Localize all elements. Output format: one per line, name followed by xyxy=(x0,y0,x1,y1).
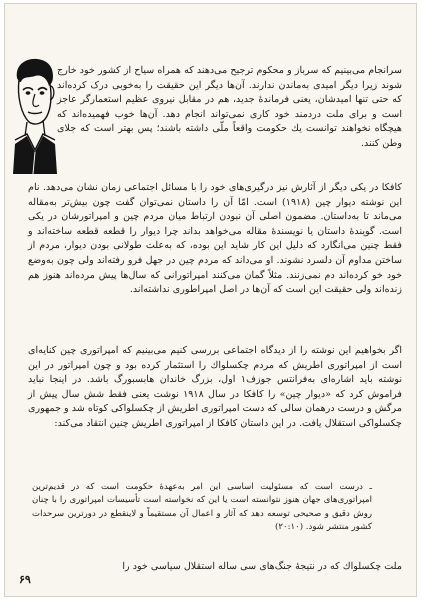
paragraph-1: سرانجام می‌بینیم که سرباز و محکوم ترجیح می‌دهند که همراه سیاح از کشور خود خارج شوند زیرا دیگر امیدی به‌ماندن ندارند. آن‌ها دیگر این حقیقت را به‌خوبی درک کرده‌اند که حتی تنها امیدشان، یعنی فرماندهٔ جدید، هم در مقابل نیروی عظیم استعمارگر عاجز است و برای ملت دردمند خود کاری نمی‌تواند انجام دهد. آن‌ها خوب فهمیده‌اند که هیچگاه نخواهند توانست یك حکومت واقعاً ملّی داشته باشند؛ پس بهتر است که جلای وطن کنند. xyxy=(57,65,402,149)
page-number: ۶۹ xyxy=(19,573,31,586)
book-page xyxy=(4,3,417,597)
author-portrait-illustration xyxy=(11,56,57,176)
paragraph-4: ملت چکسلواك که در نتیجهٔ جنگ‌های سی ساله استقلال سیاسی خود را xyxy=(122,561,402,572)
paragraph-3: اگر بخواهیم این نوشته را از دیدگاه اجتماعی بررسی کنیم می‌بینیم که امپراتوری چین کنایه‌ای است از امپراتوری اطریش که مردم چکسلواك را استثمار کرده بود و چون امپراتور در این نوشته باید اشاره‌ای به‌فرانتس جوزف۱ اول، بزرگ خاندان هابسبورگ باشد. در اینجا نباید فراموش کرد که «دیوار چین» را کافکا در سال ۱۹۱۸ نوشت یعنی فقط شش سال پیش از مرگش و درست درهمان سالی که دست امپراتوری اطریش از چکسلواکی کوتاه شد و جمهوری چکسلواکی استقلال یافت. در این داستان کافکا از امپراتوری اطریش چنین انتقاد می‌کند: xyxy=(28,345,403,429)
block-quote: ـ درست است که مسئولیت اساسی این امر به‌عهدهٔ حکومت است که در قدیم‌ترین امپراتوری‌های جهان هنوز نتوانسته است یا این که نخواسته است تأسیسات امپراتوری را با چنان روش دقیق و صحیحی توسعه دهد که آثار و اعمال آن مستقیماً و لاینقطع در دورترین سرحدات کشور منتشر شود. (۲۰:۱۰) xyxy=(32,482,372,533)
paragraph-2: کافکا در یکی دیگر از آثارش نیز درگیری‌های خود را با مسائل اجتماعی زمان نشان می‌دهد. نام این نوشته دیوار چین (۱۹۱۸) است. امّا آن را داستان نمی‌توان گفت چون بیش‌تر به‌مقاله می‌ماند تا به‌داستان. مضمون اصلی آن نبودن ارتباط میان مردم چین و امپراتورشان در یکی است. گویندهٔ داستان یا نویسندهٔ مقاله می‌خواهد بداند چرا دیوار را قطعه قطعه ساخته‌اند و فقط چنین می‌انگارد که دلیل این کار شاید این بوده، که به‌علت طولانی بودن دیوار، مردم از ساختن مداوم آن دلسرد نشوند. او می‌داند که مردم چین در جهل فرو رفته‌اند ولی چون به‌وضع خود خو کرده‌اند دم نمی‌زنند. مثلاً گمان می‌کنند امپراتورانی که سال‌ها پیش مرده‌اند هنوز هم زنده‌اند ولی حقیقت این است که آن‌ها در اصل امپراطوری نداشته‌اند. xyxy=(28,182,402,296)
